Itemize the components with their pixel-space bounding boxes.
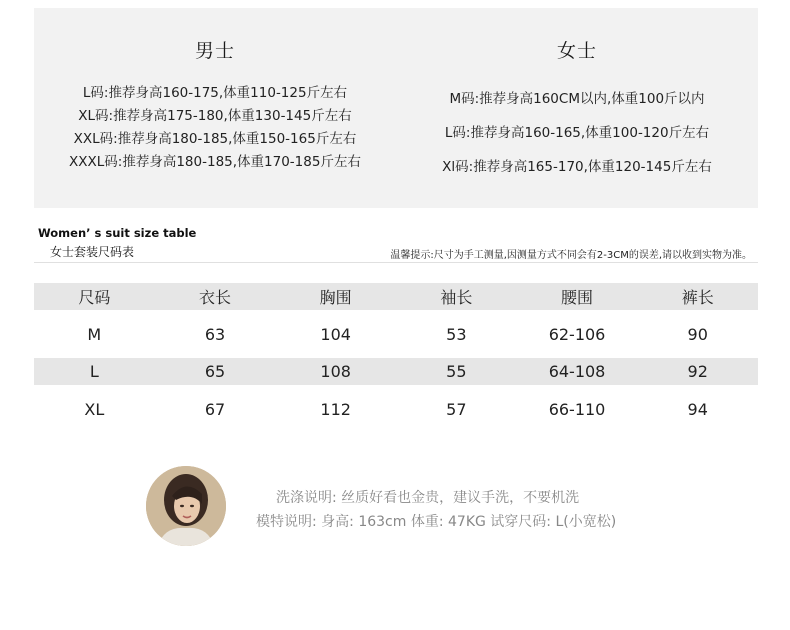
table-cell: 55 (446, 362, 467, 381)
column-header: 袖长 (440, 288, 473, 307)
size-table (34, 283, 758, 433)
table-cell: 63 (204, 324, 226, 344)
men-column (34, 8, 396, 208)
column-header: 衣长 (199, 288, 232, 307)
men-line: L码:推荐身高160-175,体重110-125斤左右 (82, 85, 348, 101)
size-table-title-en: Women’ s suit size table (38, 226, 197, 240)
table-cell: 57 (446, 399, 467, 419)
table-cell: 67 (204, 399, 226, 419)
size-table-heading (38, 226, 196, 260)
column-header: 尺码 (78, 288, 111, 307)
women-title: 女士 (556, 40, 597, 62)
table-cell: 94 (687, 399, 708, 419)
table-cell: 65 (204, 362, 226, 381)
divider (34, 262, 758, 263)
table-cell: 104 (320, 324, 351, 344)
table-cell: L (89, 362, 99, 381)
men-line: XXL码:推荐身高180-185,体重150-165斤左右 (73, 131, 357, 147)
table-cell: 66-110 (548, 399, 606, 419)
model-photo (146, 466, 226, 546)
column-header: 胸围 (319, 288, 352, 307)
column-header: 裤长 (681, 288, 714, 307)
column-header: 腰围 (561, 288, 594, 307)
size-recommendation-panel (34, 8, 758, 208)
care-info (256, 486, 676, 534)
table-cell: 92 (687, 362, 708, 381)
table-cell: 108 (320, 362, 351, 381)
men-line: XXXL码:推荐身高180-185,体重170-185斤左右 (69, 154, 361, 170)
men-lines (34, 82, 396, 174)
women-line: L码:推荐身高160-165,体重100-120斤左右 (444, 125, 710, 141)
women-column (396, 8, 758, 208)
table-row (34, 385, 758, 433)
men-title: 男士 (194, 40, 235, 62)
table-cell: M (87, 324, 102, 344)
table-cell: 90 (687, 324, 708, 344)
table-row (34, 358, 758, 385)
men-line: XL码:推荐身高175-180,体重130-145斤左右 (78, 108, 352, 124)
women-line: M码:推荐身高160CM以内,体重100斤以内 (449, 91, 705, 107)
measurement-tip: 温馨提示:尺寸为手工测量,因测量方式不同会有2-3CM的误差,请以收到实物为准。 (390, 250, 752, 261)
table-row (34, 310, 758, 358)
table-cell: XL (84, 399, 105, 419)
model-info: 模特说明: 身高: 163cm 体重: 47KG 试穿尺码: L(小宽松) (256, 514, 617, 530)
table-cell: 112 (320, 399, 351, 419)
wash-instructions: 洗涤说明: 丝质好看也金贵，建议手洗，不要机洗 (276, 490, 580, 506)
women-line: Xl码:推荐身高165-170,体重120-145斤左右 (442, 159, 712, 175)
table-cell: 64-108 (548, 362, 606, 381)
table-cell: 53 (446, 324, 467, 344)
women-lines (396, 82, 758, 184)
table-cell: 62-106 (548, 324, 606, 344)
table-header-row (34, 283, 758, 310)
size-table-title-cn: 女士套装尺码表 (50, 245, 135, 259)
